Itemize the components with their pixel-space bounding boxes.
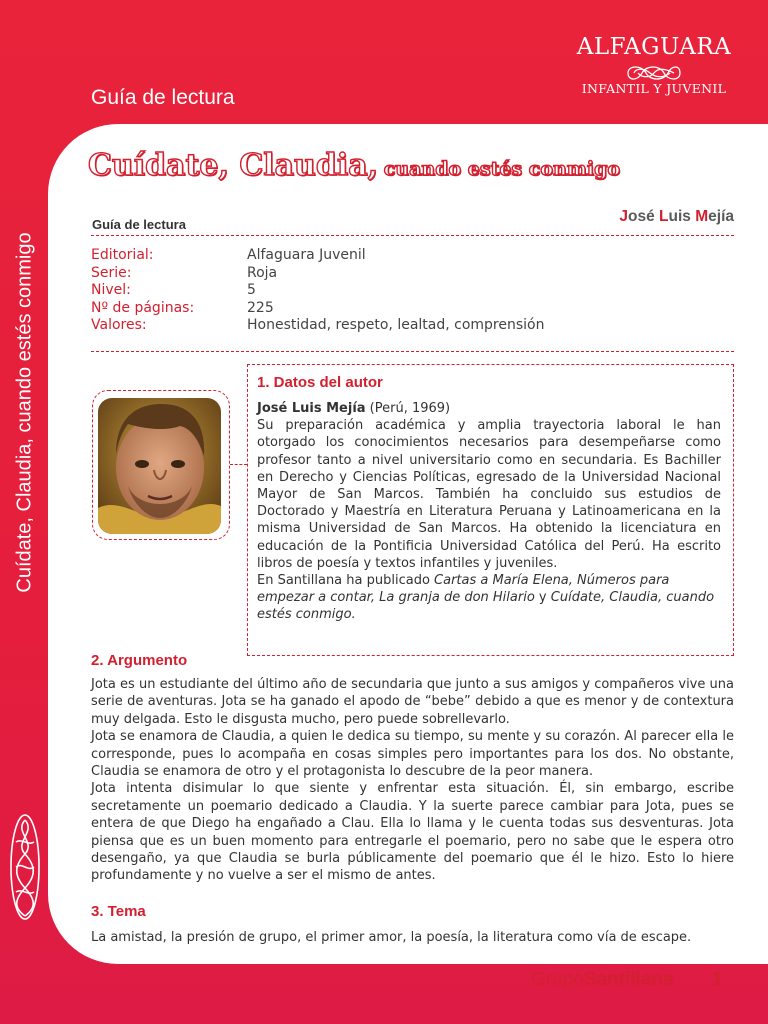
theme-text: [91, 929, 734, 946]
info-value: 5: [247, 282, 256, 298]
info-key: Serie:: [91, 264, 132, 281]
knot-ornament-icon: [8, 812, 42, 922]
author-middle-rest: uis: [668, 208, 696, 225]
argument-paragraph: Jota se enamora de Claudia, a quien le dedica su tiempo, su mente y su corazón. Al parecer ella le corresponde, pues lo acompaña en cosas simples pero importantes para los dos. No obstante, Claudia se enamora de otro y el protagonista lo descubre de la peor manera.: [91, 729, 734, 780]
info-value: Alfaguara Juvenil: [247, 247, 366, 263]
guide-subheading: Guía de lectura: [92, 217, 186, 232]
argument-text: [91, 676, 734, 885]
publisher-name: ALFAGUARA: [576, 34, 732, 60]
author-initial-l: L: [659, 208, 669, 225]
footer-brand: [531, 969, 674, 991]
divider-info: [91, 351, 734, 352]
book-title-rest: cuando estés conmigo: [383, 158, 621, 180]
info-key: Nivel:: [91, 282, 131, 298]
info-key: Nº de páginas:: [91, 299, 195, 316]
bio-pub-and: y: [534, 590, 551, 606]
author-initial-j: J: [619, 208, 629, 225]
bio-paragraph: [257, 400, 721, 417]
bio-author-name: José Luis Mejía: [257, 401, 366, 416]
info-key: Editorial:: [91, 247, 154, 263]
argument-paragraph: Jota intenta disimular lo que siente y enfrentar esta situación. Él, sin embargo, escribe secretamente un poemario dedicado a Claudia. Y la suerte parece cambiar para Jota, pues se entera de que Diego ha engañado a Clau. Ella lo llama y le cuenta todas sus desventuras. Jota piensa que es un buen momento para entregarle el poemario, pero no sabe que le espera otro desengaño, ya que Claudia se burla públicamente del poemario que él le hizo. Esto lo hiere profundamente y no vuelve a ser el mismo de antes.: [91, 781, 734, 884]
page-number: 1: [712, 969, 723, 990]
info-value: Roja: [247, 264, 278, 281]
book-title: [88, 148, 620, 183]
author-photo: [98, 398, 221, 534]
photo-connector: [230, 464, 247, 465]
info-key: Valores:: [91, 317, 147, 333]
info-value: Honestidad, respeto, lealtad, comprensión: [247, 317, 545, 333]
publisher-subtitle: INFANTIL Y JUVENIL: [581, 81, 727, 96]
header-guide-label: Guía de lectura: [91, 86, 235, 109]
book-title-main: Cuídate, Claudia,: [88, 148, 379, 183]
author-biography: [257, 400, 721, 624]
publisher-logo: [574, 34, 734, 96]
info-value: 225: [247, 299, 274, 316]
footer-brand-light: Grupo: [531, 969, 584, 990]
section-heading-author: 1. Datos del autor: [257, 374, 383, 391]
footer-brand-bold: Santillana: [583, 969, 674, 990]
bio-text: Su preparación académica y amplia trayectoria laboral le han otorgado los conocimientos necesarios para desempeñarse como profesor tanto a nivel universitario como en secundaria. Es Bachiller en Derecho y Ciencias Políticas, egresado de la Universidad Nacional Mayor de San Marcos. También ha concluido sus estudios de Doctorado y Maestría en Literatura Peruana y Latinoamericana en la misma Universidad de San Marcos. Ha obtenido la licenciatura en educación de la Pontificia Universidad Católica del Perú. Ha escrito libros de poesía y textos infantiles y juveniles.: [257, 418, 721, 571]
bio-pub-title-last: Cuídate, Claudia, cuando estés conmigo.: [257, 590, 715, 623]
section-heading-theme: 3. Tema: [91, 903, 146, 920]
bio-pub-intro: En Santillana ha publicado: [257, 573, 435, 589]
bio-publications: [257, 572, 721, 624]
author-initial-m: M: [695, 208, 709, 225]
divider-top: [91, 235, 734, 236]
author-portrait-image: [98, 398, 221, 534]
section-heading-argument: 2. Argumento: [91, 652, 188, 669]
side-book-title-text: Cuídate, Claudia, cuando estés conmigo: [13, 232, 36, 593]
bio-pub-titles: Cartas a María Elena, Números para empezar a contar, La granja de don Hilario: [257, 573, 670, 606]
author-name: [619, 208, 734, 226]
bio-author-origin: (Perú, 1969): [365, 401, 451, 416]
theme-paragraph: La amistad, la presión de grupo, el primer amor, la poesía, la literatura como vía de escape.: [91, 930, 692, 945]
author-last-rest: ejía: [708, 208, 734, 225]
author-first-rest: osé: [628, 208, 660, 225]
argument-paragraph: Jota es un estudiante del último año de secundaria que junto a sus amigos y compañeros vive una serie de aventuras. Jota se ha ganado el apodo de “bebe” debido a que es menor y de contextura muy delgada. Esto le disgusta mucho, pero puede sobrellevarlo.: [91, 677, 734, 727]
